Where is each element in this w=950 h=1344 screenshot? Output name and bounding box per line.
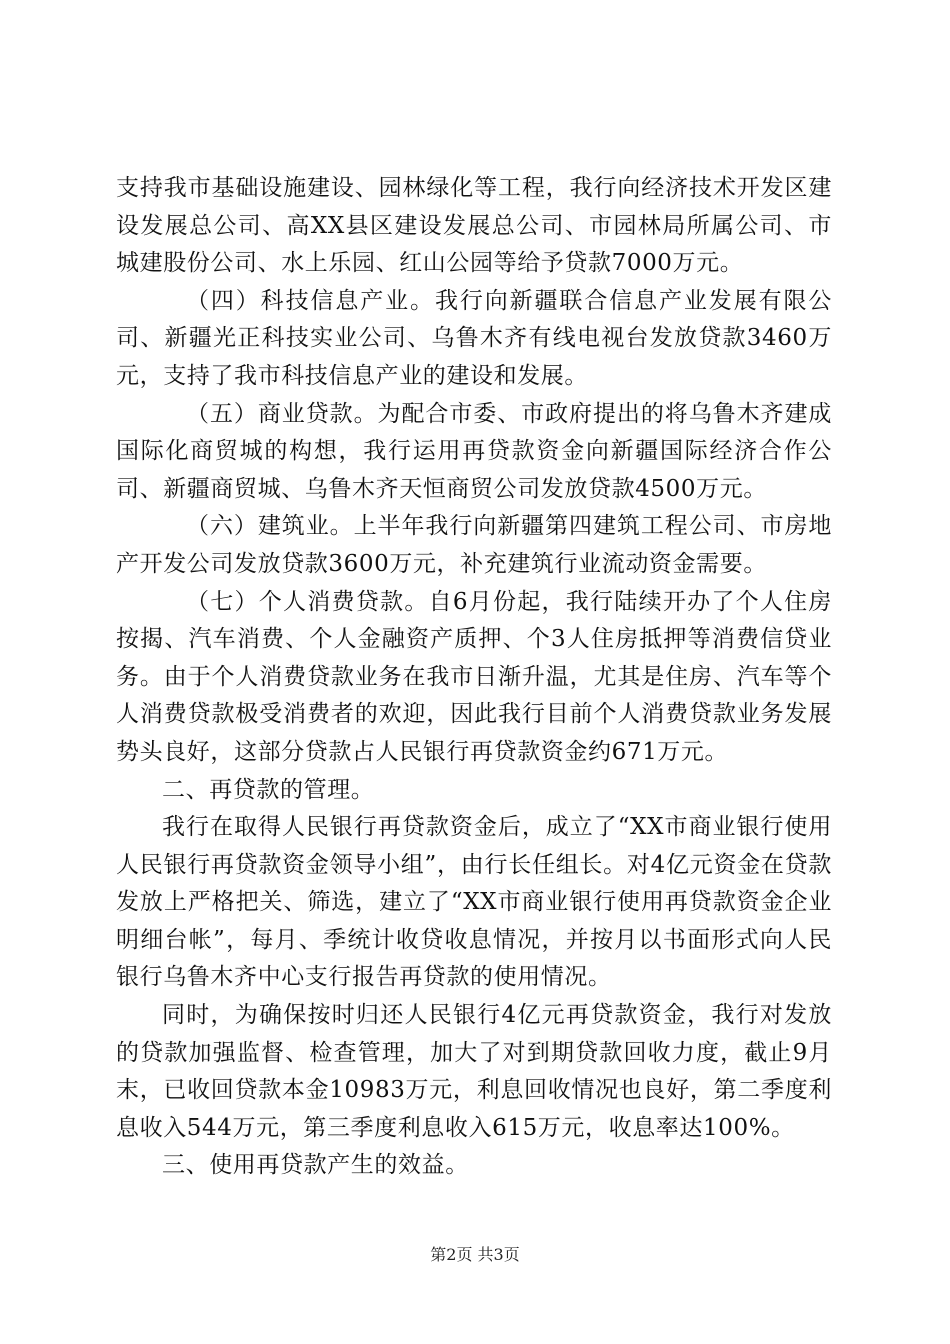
section-heading-management: 二、再贷款的管理。 xyxy=(162,776,375,803)
paragraph-consumer-loans: （七）个人消费贷款。自6月份起，我行陆续开办了个人住房按揭、汽车消费、个人金融资产质押、个3人住房抵押等消费信贷业务。由于个人消费贷款业务在我市日渐升温，尤其是住房、汽车等个人消费贷款极受消费者的欢迎，因此我行目前个人消费贷款业务发展势头良好，这部分贷款占人民银行再贷款资金约671万元。 xyxy=(116,588,832,765)
paragraph-infrastructure: 支持我市基础设施建设、园林绿化等工程，我行向经济技术开发区建设发展总公司、高XX县区建设发展总公司、市园林局所属公司、市城建股份公司、水上乐园、红山公园等给予贷款7000万元。 xyxy=(116,175,832,277)
paragraph-management: 我行在取得人民银行再贷款资金后，成立了“XX市商业银行使用人民银行再贷款资金领导小组”，由行长任组长。对4亿元资金在贷款发放上严格把关、筛选，建立了“XX市商业银行使用再贷款资金企业明细台帐”，每月、季统计收贷收息情况，并按月以书面形式向人民银行乌鲁木齐中心支行报告再贷款的使用情况。 xyxy=(116,814,832,991)
page-number-footer: 第2页 共3页 xyxy=(430,1245,520,1264)
paragraph-repayment: 同时，为确保按时归还人民银行4亿元再贷款资金，我行对发放的贷款加强监督、检查管理，加大了对到期贷款回收力度，截止9月末，已收回贷款本金10983万元，利息回收情况也良好，第二季度利息收入544万元，第三季度利息收入615万元，收息率达100%。 xyxy=(116,1002,832,1141)
paragraph-tech-industry: （四）科技信息产业。我行向新疆联合信息产业发展有限公司、新疆光正科技实业公司、乌鲁木齐有线电视台发放贷款3460万元，支持了我市科技信息产业的建设和发展。 xyxy=(116,287,832,389)
document-body xyxy=(116,170,832,1185)
paragraph-commercial-loans: （五）商业贷款。为配合市委、市政府提出的将乌鲁木齐建成国际化商贸城的构想，我行运用再贷款资金向新疆国际经济合作公司、新疆商贸城、乌鲁木齐天恒商贸公司发放贷款4500万元。 xyxy=(116,400,832,502)
paragraph-construction: （六）建筑业。上半年我行向新疆第四建筑工程公司、市房地产开发公司发放贷款3600万元，补充建筑行业流动资金需要。 xyxy=(116,513,832,577)
section-heading-benefits: 三、使用再贷款产生的效益。 xyxy=(162,1152,469,1179)
